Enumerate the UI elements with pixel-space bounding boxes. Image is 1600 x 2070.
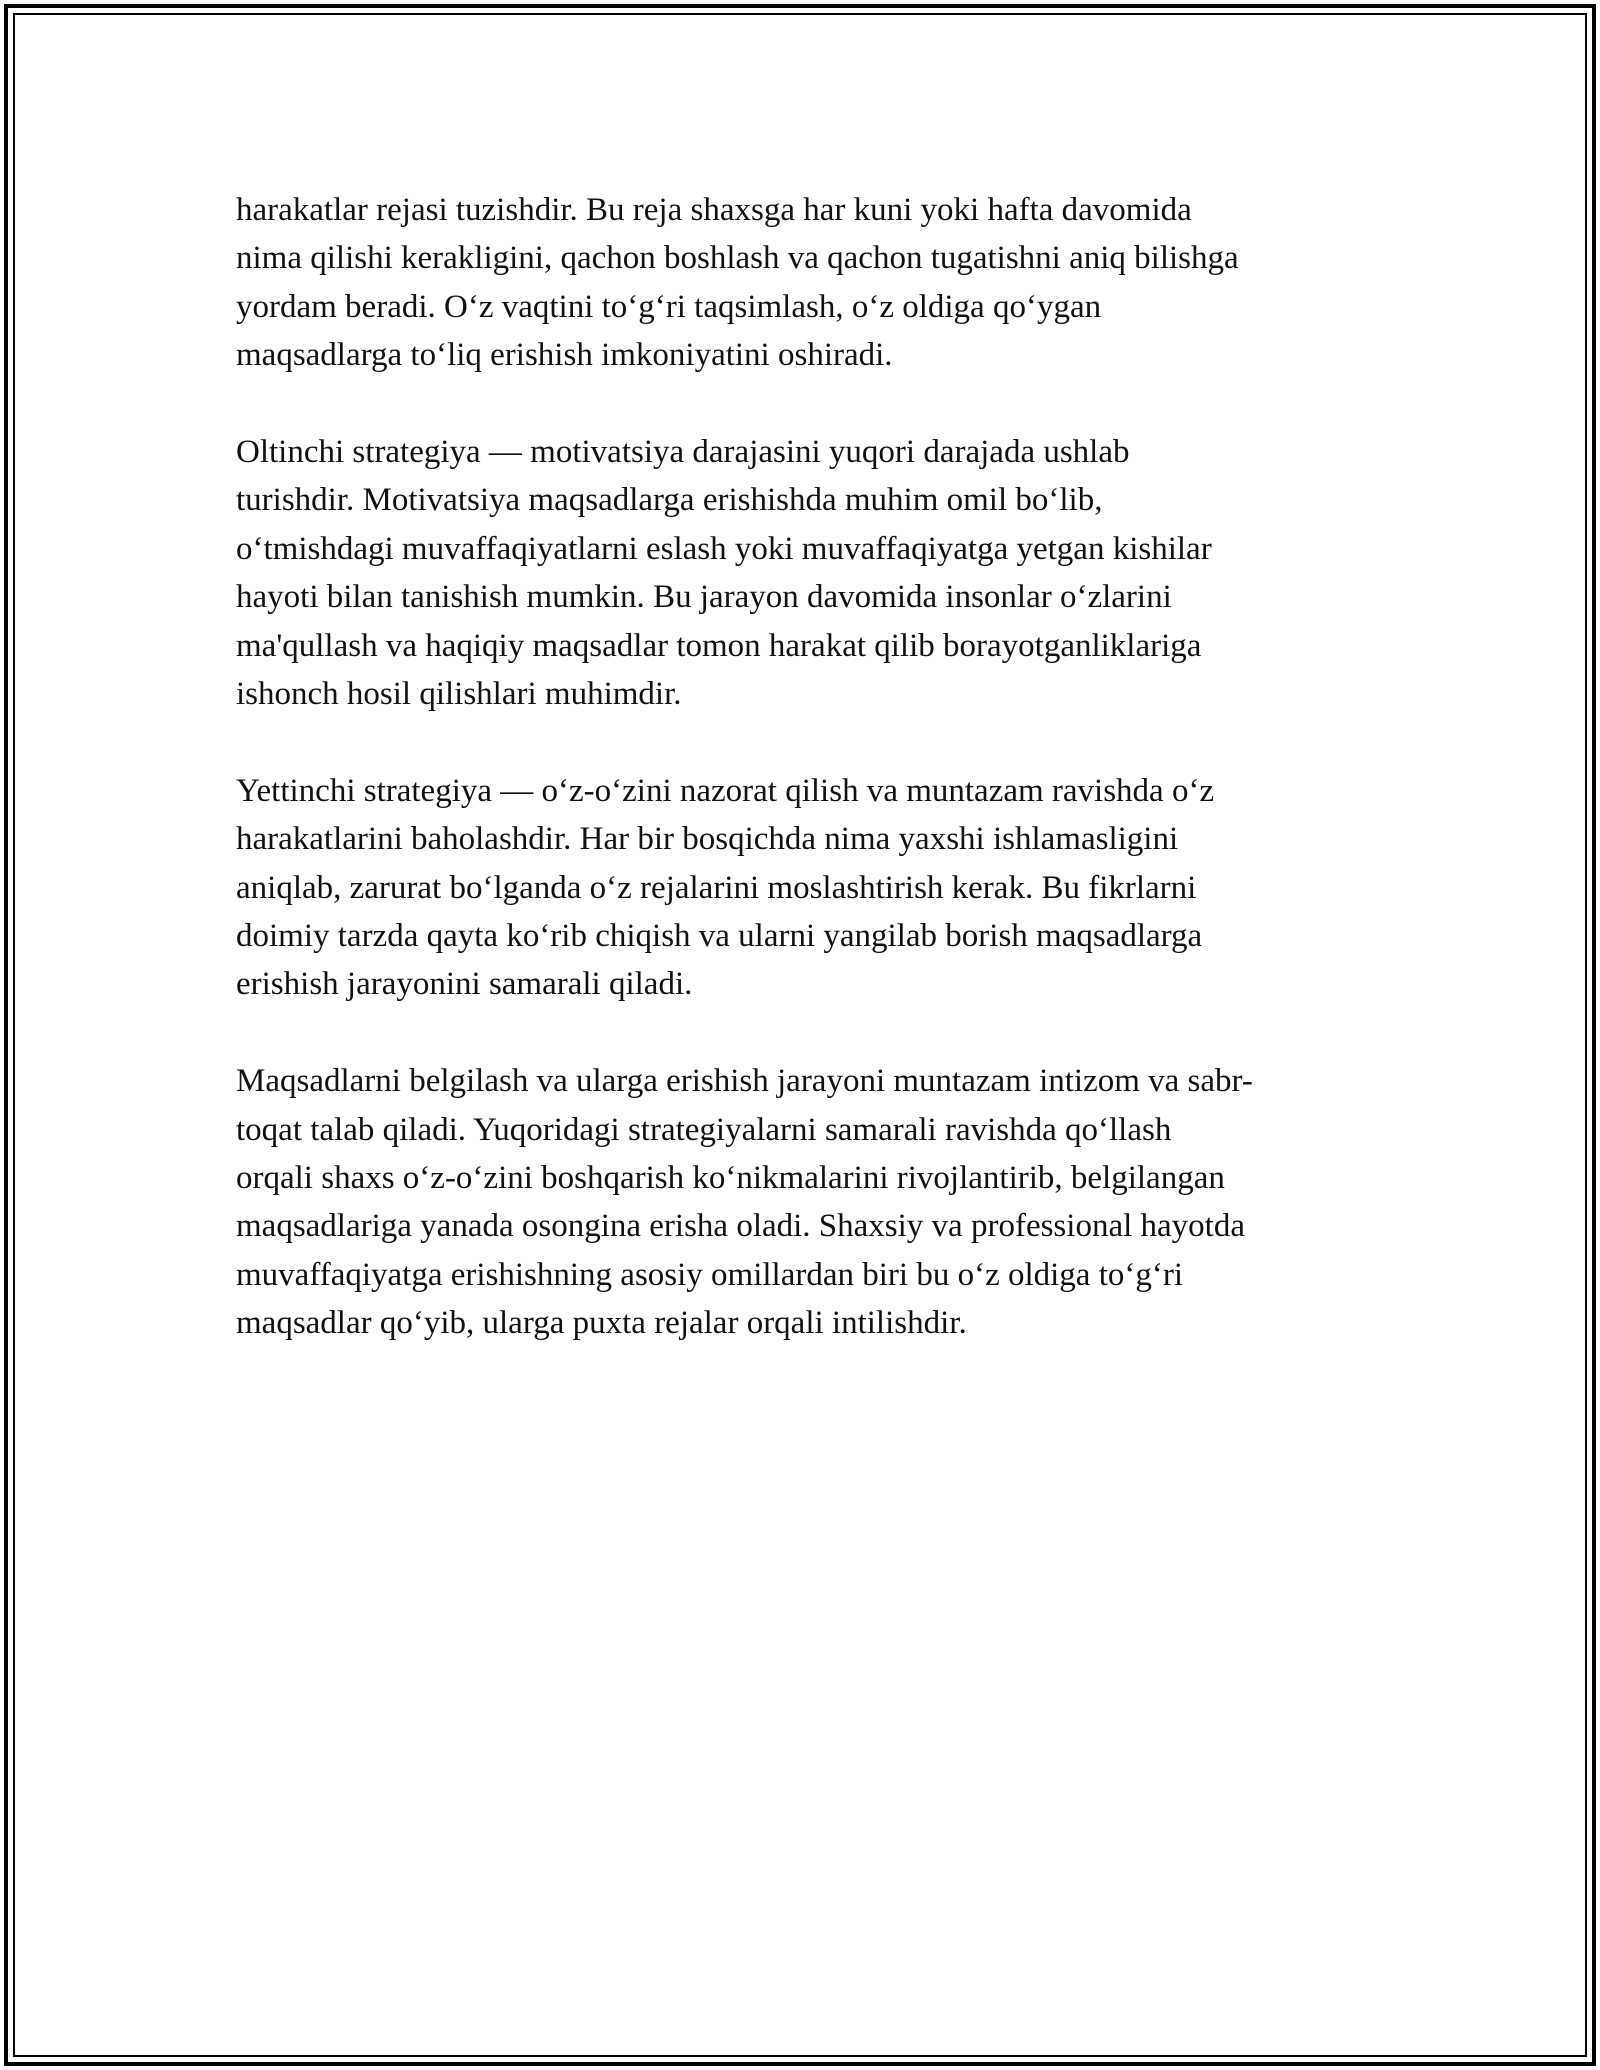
text-line: muvaffaqiyatga erishishning asosiy omillardan biri bu o‘z oldiga to‘g‘ri: [236, 1256, 1184, 1293]
text-line: toqat talab qiladi. Yuqoridagi strategiyalarni samarali ravishda qo‘llash: [236, 1111, 1172, 1148]
paragraph-3: [236, 767, 1371, 1009]
text-line: nima qilishi kerakligini, qachon boshlash va qachon tugatishni aniq bilishga: [236, 240, 1239, 277]
text-line: aniqlab, zarurat bo‘lganda o‘z rejalarini moslashtirish kerak. Bu fikrlarni: [236, 869, 1197, 906]
paragraph-4: [236, 1057, 1371, 1347]
text-line: ishonch hosil qilishlari muhimdir.: [236, 676, 682, 713]
paragraph-1: [236, 186, 1371, 380]
text-line: Maqsadlarni belgilash va ularga erishish jarayoni muntazam intizom va sabr-: [236, 1063, 1253, 1100]
text-line: maqsadlar qo‘yib, ularga puxta rejalar orqali intilishdir.: [236, 1305, 967, 1342]
text-line: doimiy tarzda qayta ko‘rib chiqish va ularni yangilab borish maqsadlarga: [236, 918, 1203, 955]
paragraph-2: [236, 428, 1371, 718]
text-line: maqsadlariga yanada osongina erisha oladi. Shaxsiy va professional hayotda: [236, 1208, 1245, 1245]
text-line: turishdir. Motivatsiya maqsadlarga erishishda muhim omil bo‘lib,: [236, 482, 1103, 519]
text-line: harakatlar rejasi tuzishdir. Bu reja shaxsga har kuni yoki hafta davomida: [236, 192, 1192, 228]
text-line: maqsadlarga to‘liq erishish imkoniyatini oshiradi.: [236, 337, 893, 374]
text-line: ma'qullash va haqiqiy maqsadlar tomon harakat qilib borayotganliklariga: [236, 627, 1202, 664]
document-body: [236, 186, 1371, 1396]
text-line: yordam beradi. O‘z vaqtini to‘g‘ri taqsimlash, o‘z oldiga qo‘ygan: [236, 288, 1102, 325]
text-line: hayoti bilan tanishish mumkin. Bu jarayon davomida insonlar o‘zlarini: [236, 579, 1172, 616]
text-line: Yettinchi strategiya — o‘z-o‘zini nazorat qilish va muntazam ravishda o‘z: [236, 772, 1215, 809]
text-line: harakatlarini baholashdir. Har bir bosqichda nima yaxshi ishlamasligini: [236, 821, 1179, 858]
text-line: Oltinchi strategiya — motivatsiya darajasini yuqori darajada ushlab: [236, 434, 1130, 471]
text-line: o‘tmishdagi muvaffaqiyatlarni eslash yoki muvaffaqiyatga yetgan kishilar: [236, 530, 1212, 567]
text-line: orqali shaxs o‘z-o‘zini boshqarish ko‘nikmalarini rivojlantirib, belgilangan: [236, 1160, 1225, 1197]
text-line: erishish jarayonini samarali qiladi.: [236, 966, 693, 1003]
